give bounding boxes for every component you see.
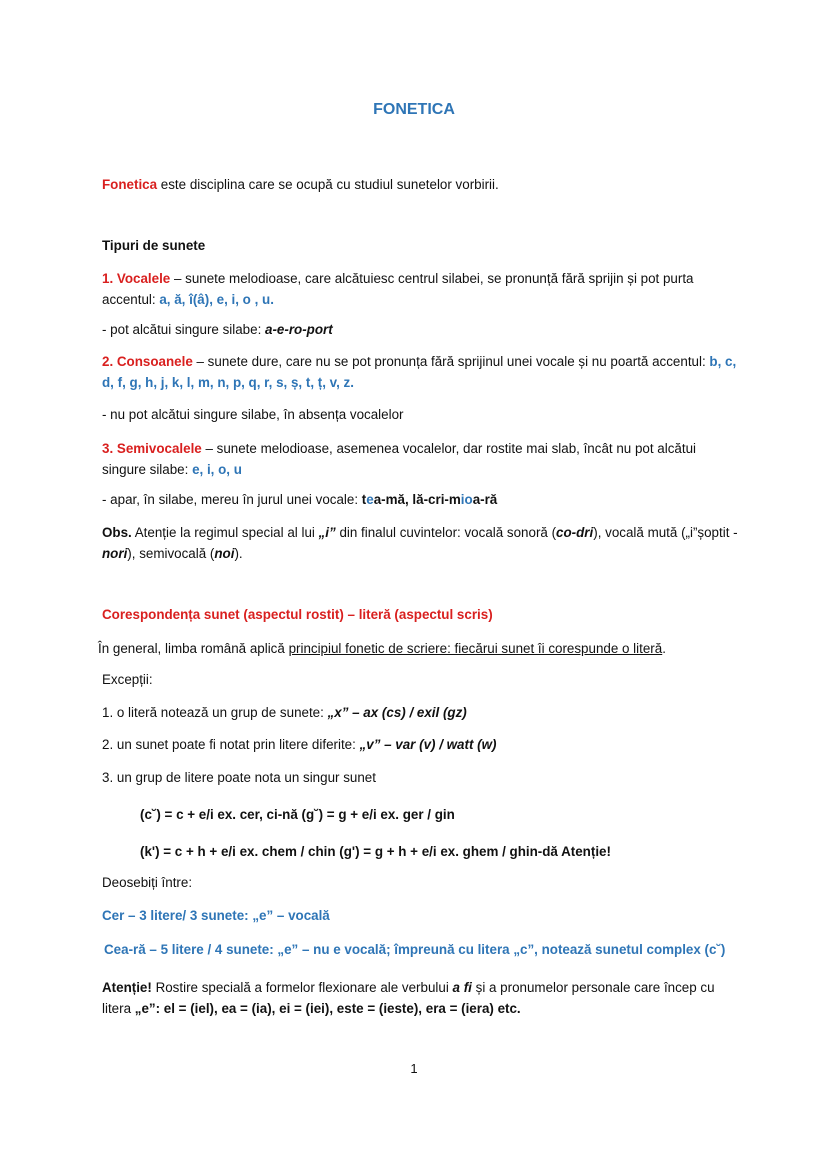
text-run: Atenție la regimul special al lui: [131, 525, 319, 540]
text-run: a, ă, î(â), e, i, o , u.: [159, 291, 274, 307]
text-run: „e”: el = (iel), ea = (ia), ei = (iei), este = (ieste), era = (iera) etc.: [134, 1000, 521, 1016]
paragraph: [102, 670, 742, 691]
text-run: - pot alcătui singure silabe:: [102, 322, 266, 337]
paragraph: [140, 805, 780, 826]
text-run: noi: [214, 545, 235, 561]
paragraph: [102, 405, 742, 426]
text-run: 3. Semivocalele: [102, 441, 202, 456]
text-run: – sunete melodioase, asemenea vocalelor, dar rostite mai slab, încât nu pot alcătui singure silabe:: [102, 441, 697, 477]
text-run: Fonetica: [102, 177, 158, 192]
text-run: a-mă, lă-cri-m: [373, 492, 461, 507]
paragraph: [102, 352, 742, 393]
paragraph: [102, 175, 742, 196]
text-run: a-e-ro-port: [265, 322, 333, 337]
text-run: și a pronumelor personale care încep cu litera: [102, 980, 715, 1016]
text-run: Deosebiți între:: [102, 875, 193, 890]
text-run: 2. un sunet poate fi notat prin litere diferite:: [102, 737, 360, 752]
text-run: Obs.: [102, 525, 132, 540]
text-run: 1. o literă notează un grup de sunete:: [102, 705, 328, 720]
paragraph: [102, 735, 742, 756]
paragraph: [102, 490, 742, 511]
text-run: Cer – 3 litere/ 3 sunete: „e” – vocală: [102, 908, 330, 923]
text-run: ), semivocală (: [127, 545, 215, 561]
text-run: „v” – var (v) / watt (w): [359, 737, 497, 752]
text-run: t: [361, 492, 367, 507]
paragraph: [102, 523, 742, 564]
text-run: Tipuri de sunete: [102, 238, 206, 253]
text-run: - apar, în silabe, mereu în jurul unei vocale:: [102, 492, 362, 507]
text-run: din finalul cuvintelor: vocală sonoră (: [335, 525, 557, 540]
paragraph: [102, 978, 742, 1019]
paragraph: [140, 842, 780, 863]
paragraph: [102, 768, 742, 789]
text-run: Atenție!: [102, 980, 152, 995]
paragraph: [102, 439, 742, 480]
text-run: a fi: [452, 980, 472, 995]
text-run: .: [662, 641, 666, 656]
paragraph: [102, 873, 742, 894]
paragraph: [102, 269, 742, 310]
text-run: e: [366, 492, 374, 507]
text-run: b, c, d, f, g, h, j, k, l, m, n, p, q, r, s, ș, t, ț, v, z.: [102, 354, 737, 390]
text-run: – sunete dure, care nu se pot pronunța fără sprijinul unei vocale și nu poartă accentul:: [192, 354, 710, 369]
text-run: „i”: [318, 525, 336, 540]
text-run: Excepții:: [102, 672, 153, 687]
text-run: 3. un grup de litere poate nota un singur sunet: [102, 770, 376, 785]
text-run: (c˘) = c + e/i ex. cer, ci-nă (g˘) = g + e/i ex. ger / gin: [140, 807, 455, 822]
text-run: Corespondența sunet (aspectul rostit) – literă (aspectul scris): [102, 607, 493, 622]
text-run: este disciplina care se ocupă cu studiul sunetelor vorbirii.: [157, 177, 499, 192]
text-run: io: [460, 492, 473, 507]
text-run: nori: [102, 545, 128, 561]
paragraph: [102, 906, 742, 927]
text-run: În general, limba română aplică: [98, 641, 289, 656]
text-run: – sunete melodioase, care alcătuiesc centrul silabei, se pronunță fără sprijin și pot purta accentul:: [102, 271, 694, 307]
page-title: FONETICA: [373, 101, 455, 118]
paragraph: [102, 703, 742, 724]
text-run: e, i, o, u: [192, 461, 242, 477]
text-run: ), vocală mută („i”șoptit -: [593, 525, 738, 540]
text-run: Rostire specială a formelor flexionare ale verbului: [151, 980, 453, 995]
text-run: „x” – ax (cs) / exil (gz): [327, 705, 467, 720]
text-run: a-ră: [472, 492, 498, 507]
text-run: - nu pot alcătui singure silabe, în absența vocalelor: [102, 407, 404, 422]
paragraph: [102, 236, 742, 257]
text-run: Cea-ră – 5 litere / 4 sunete: „e” – nu e vocală; împreună cu litera „c”, notează sunetul complex (c˘): [104, 942, 726, 957]
text-run: (k') = c + h + e/i ex. chem / chin (g') = g + h + e/i ex. ghem / ghin-dă Atenție!: [140, 844, 611, 859]
text-run: ).: [234, 545, 243, 561]
page-number: 1: [410, 1061, 418, 1076]
text-run: co-dri: [556, 525, 594, 540]
paragraph: [102, 320, 742, 341]
paragraph: [102, 605, 742, 626]
text-run: 1. Vocalele: [102, 271, 171, 286]
paragraph: [104, 940, 744, 961]
paragraph: [98, 639, 738, 660]
text-run: principiul fonetic de scriere: fiecărui sunet îi corespunde o literă: [288, 641, 663, 656]
text-run: 2. Consoanele: [102, 354, 193, 369]
